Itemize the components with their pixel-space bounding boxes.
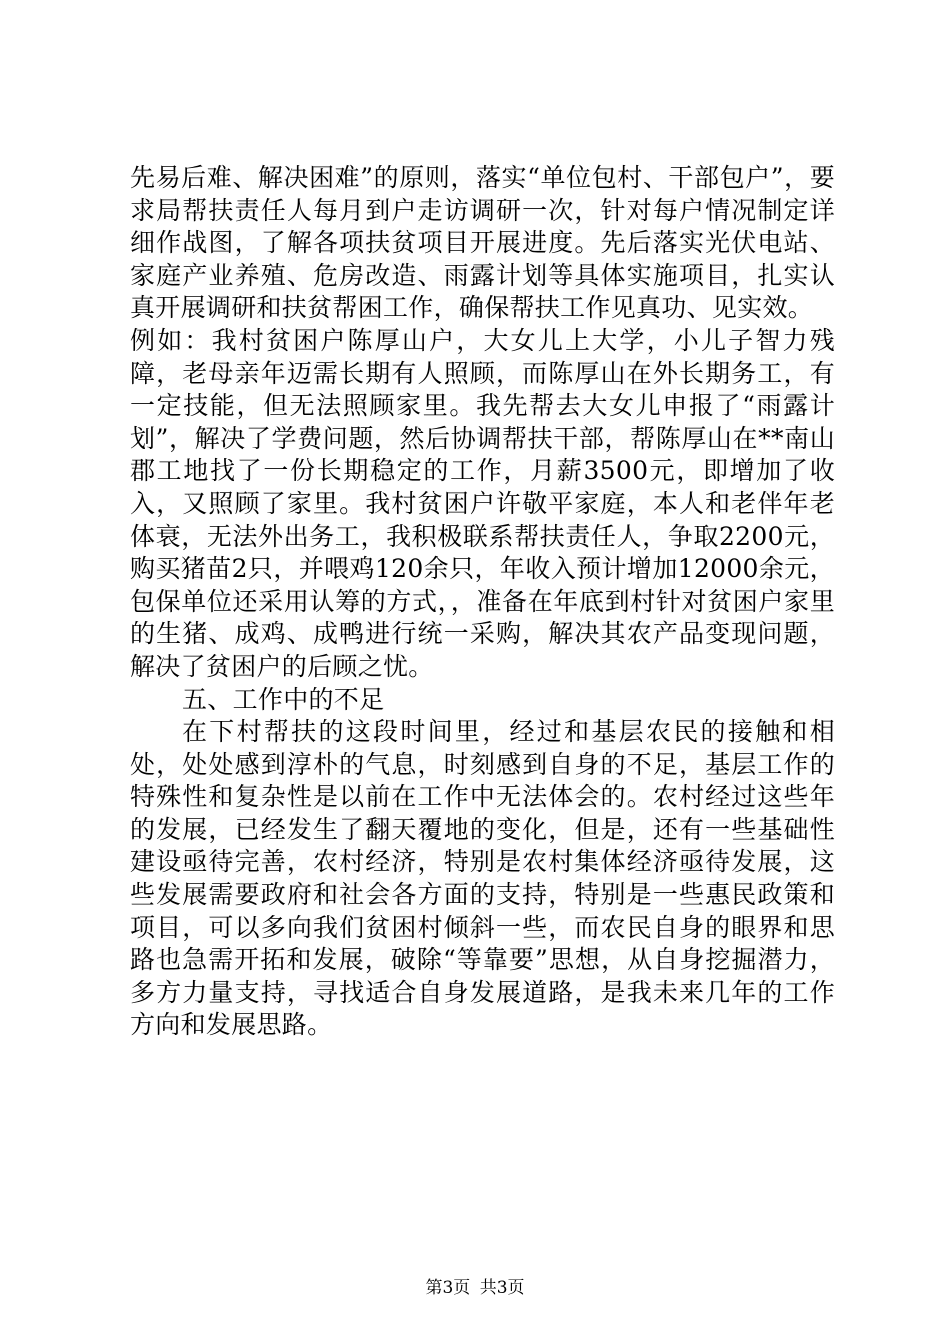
- paragraph-shortcomings: 在下村帮扶的这段时间里，经过和基层农民的接触和相处，处处感到淳朴的气息，时刻感到自身的不足，基层工作的特殊性和复杂性是以前在工作中无法体会的。农村经过这些年的发展，已经发生了翻天覆地的变化，但是，还有一些基础性建设亟待完善，农村经济，特别是农村集体经济亟待发展，这些发展需要政府和社会各方面的支持，特别是一些惠民政策和项目，可以多向我们贫困村倾斜一些，而农民自身的眼界和思路也急需开拓和发展，破除“等靠要”思想，从自身挖掘潜力，多方力量支持，寻找适合自身发展道路，是我未来几年的工作方向和发展思路。: [130, 717, 835, 1040]
- document-body: [130, 162, 835, 1042]
- paragraph-example: 例如：我村贫困户陈厚山户，大女儿上大学，小儿子智力残障，老母亲年迈需长期有人照顾，而陈厚山在外长期务工，有一定技能，但无法照顾家里。我先帮去大女儿申报了“雨露计划”，解决了学费问题，然后协调帮扶干部，帮陈厚山在**南山郡工地找了一份长期稳定的工作，月薪3500元，即增加了收入，又照顾了家里。我村贫困户许敬平家庭，本人和老伴年老体衰，无法外出务工，我积极联系帮扶责任人，争取2200元，购买猪苗2只，并喂鸡120余只，年收入预计增加12000余元，包保单位还采用认筹的方式，，准备在年底到村针对贫困户家里的生猪、成鸡、成鸭进行统一采购，解决其农产品变现问题，解决了贫困户的后顾之忧。: [130, 325, 835, 681]
- section-heading-shortcomings: 五、工作中的不足: [182, 684, 385, 714]
- page-footer: 第3页 共3页: [425, 1278, 525, 1298]
- paragraph-principle: 先易后难、解决困难”的原则，落实“单位包村、干部包户”，要求局帮扶责任人每月到户走访调研一次，针对每户情况制定详细作战图，了解各项扶贫项目开展进度。先后落实光伏电站、家庭产业养殖、危房改造、雨露计划等具体实施项目，扎实认真开展调研和扶贫帮困工作，确保帮扶工作见真功、见实效。: [130, 163, 835, 323]
